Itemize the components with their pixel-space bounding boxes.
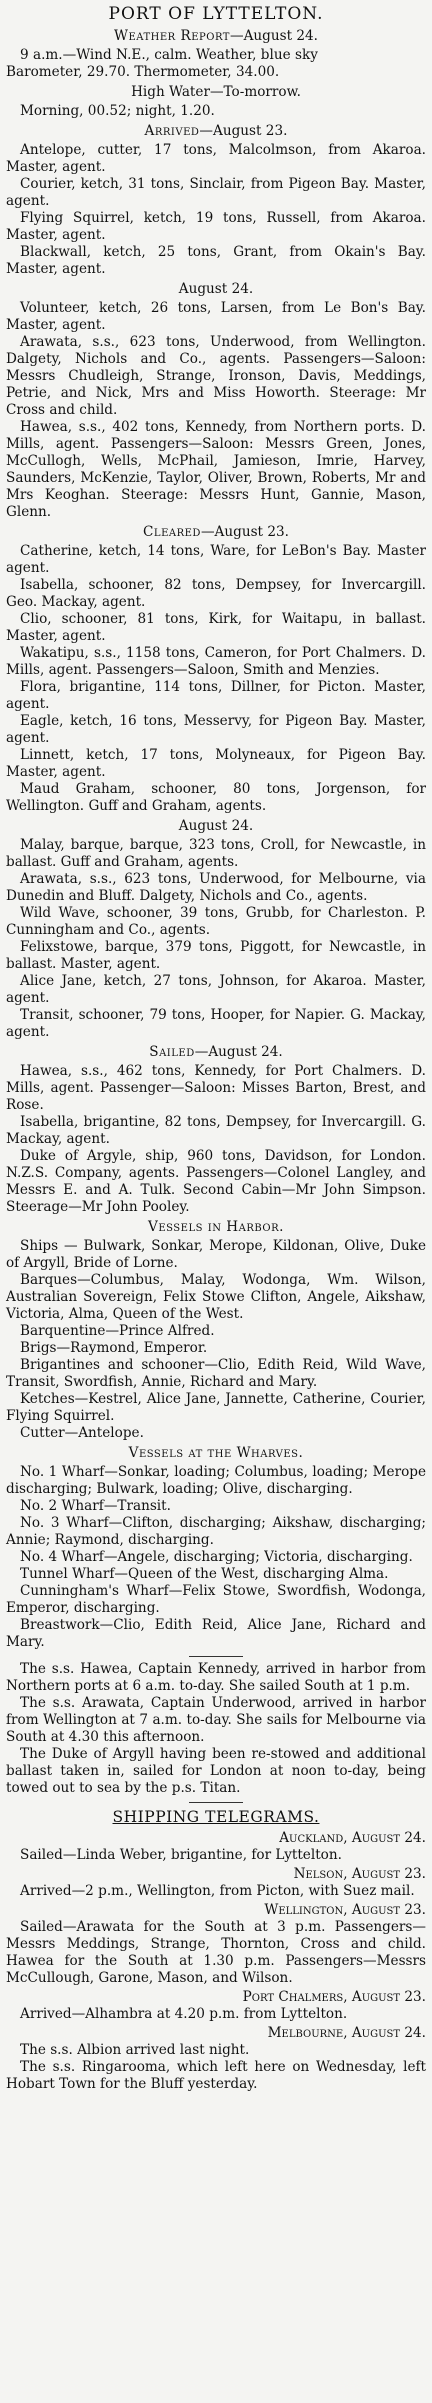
- harbour-entry: Barques—Columbus, Malay, Wodonga, Wm. Wilson, Australian Sovereign, Felix Stowe Clifton, Angele, Aikshaw, Victoria, Alma, Queen of the West.: [6, 1272, 426, 1322]
- wharves-heading: Vessels at the Wharves.: [128, 1445, 304, 1461]
- page-title: PORT OF LYTTELTON.: [108, 4, 324, 24]
- weather-line: Morning, 00.52; night, 1.20.: [20, 103, 215, 119]
- telegram-text: Sailed—Linda Weber, brigantine, for Lyttelton.: [20, 1847, 342, 1863]
- arrival-entry: Hawea, s.s., 402 tons, Kennedy, from Northern ports. D. Mills, agent. Passengers—Saloon: Messrs Green, Jones, McCullogh, Wells, McPhail, Jamieson, Imrie, Harvey, Saunders, McKenzie, Taylor, Oliver, Brown, Roberts, Mr and Mrs Keoghan. Steerage: Messrs Hunt, Gannie, Mason, Glenn.: [6, 419, 426, 520]
- sailed-heading: [6, 1044, 426, 1061]
- telegram-text: Arrived—Alhambra at 4.20 p.m. from Lyttelton.: [20, 2006, 348, 2022]
- telegram-text: Arrived—2 p.m., Wellington, from Picton, with Suez mail.: [20, 1883, 415, 1899]
- sailed-entry: Hawea, s.s., 462 tons, Kennedy, for Port Chalmers. D. Mills, agent. Passenger—Saloon: Misses Barton, Brest, and Rose.: [6, 1063, 426, 1113]
- cleared-entry: Flora, brigantine, 114 tons, Dillner, for Picton. Master, agent.: [6, 679, 426, 712]
- arrival-entry: Antelope, cutter, 17 tons, Malcolmson, from Akaroa. Master, agent.: [6, 142, 426, 175]
- cleared-entry: Catherine, ketch, 14 tons, Ware, for LeBon's Bay. Master agent.: [6, 543, 426, 576]
- weather-heading-label: Weather Report: [114, 28, 230, 44]
- wharf-entry: No. 2 Wharf—Transit.: [20, 1498, 171, 1514]
- arrived-heading-label: Arrived: [144, 123, 200, 139]
- wharf-entry: No. 4 Wharf—Angele, discharging; Victoria, discharging.: [20, 1549, 413, 1565]
- arrival-entry: Flying Squirrel, ketch, 19 tons, Russell, from Akaroa. Master, agent.: [6, 210, 426, 243]
- wharf-entry: Tunnel Wharf—Queen of the West, discharging Alma.: [20, 1566, 389, 1582]
- cleared-subdate: August 24.: [178, 818, 254, 834]
- cleared-heading: [6, 524, 426, 541]
- cleared-entry: Arawata, s.s., 623 tons, Underwood, for Melbourne, via Dunedin and Bluff. Dalgety, Nichols and Co., agents.: [6, 871, 426, 904]
- arrival-entry: Courier, ketch, 31 tons, Sinclair, from Pigeon Bay. Master, agent.: [6, 176, 426, 209]
- sailed-date: —August 24.: [194, 1044, 283, 1060]
- cleared-entry: Eagle, ketch, 16 tons, Messervy, for Pigeon Bay. Master, agent.: [6, 713, 426, 746]
- cleared-entry: Linnett, ketch, 17 tons, Molyneaux, for Pigeon Bay. Master, agent.: [6, 747, 426, 780]
- harbour-entry: Brigs—Raymond, Emperor.: [20, 1340, 208, 1356]
- wharf-entry: No. 3 Wharf—Clifton, discharging; Aikshaw, discharging; Annie; Raymond, discharging.: [6, 1515, 426, 1548]
- cleared-heading-label: Cleared: [143, 524, 201, 540]
- news-paragraph: The s.s. Hawea, Captain Kennedy, arrived in harbor from Northern ports at 6 a.m. to-day. She sailed South at 1 p.m.: [6, 1661, 426, 1694]
- telegram-text: Sailed—Arawata for the South at 3 p.m. Passengers—Messrs Meddings, Strange, Thornton, Cross and child. Hawea for the South at 1.30 p.m. Passengers—Messrs McCullough, Garone, Mason, and Wilson.: [6, 1919, 426, 1986]
- section-divider: [189, 1802, 243, 1803]
- sailed-entry: Duke of Argyle, ship, 960 tons, Davidson, for London. N.Z.S. Company, agents. Passengers—Colonel Langley, and Messrs E. and A. Tulk. Second Cabin—Mr John Simpson. Steerage—Mr John Pooley.: [6, 1148, 426, 1215]
- cleared-entry: Malay, barque, barque, 323 tons, Croll, for Newcastle, in ballast. Guff and Graham, agents.: [6, 837, 426, 870]
- weather-line: Barometer, 29.70. Thermometer, 34.00.: [6, 64, 280, 80]
- news-paragraph: The s.s. Arawata, Captain Underwood, arrived in harbor from Wellington at 7 a.m. to-day. She sails for Melbourne via South at 4.30 this afternoon.: [6, 1695, 426, 1745]
- arrival-entry: Blackwall, ketch, 25 tons, Grant, from Okain's Bay. Master, agent.: [6, 244, 426, 277]
- cleared-entry: Isabella, schooner, 82 tons, Dempsey, for Invercargill. Geo. Mackay, agent.: [6, 577, 426, 610]
- telegram-dateline: Melbourne, August 24.: [267, 2025, 426, 2041]
- cleared-date: —August 23.: [200, 524, 289, 540]
- weather-date: —August 24.: [229, 28, 318, 44]
- cleared-entry: Transit, schooner, 79 tons, Hooper, for Napier. G. Mackay, agent.: [6, 1007, 426, 1040]
- harbour-entry: Brigantines and schooner—Clio, Edith Reid, Wild Wave, Transit, Swordfish, Annie, Richard and Mary.: [6, 1357, 426, 1390]
- arrival-entry: Volunteer, ketch, 26 tons, Larsen, from Le Bon's Bay. Master, agent.: [6, 300, 426, 333]
- weather-line: High Water—To-morrow.: [131, 84, 301, 100]
- sailed-entry: Isabella, brigantine, 82 tons, Dempsey, for Invercargill. G. Mackay, agent.: [6, 1114, 426, 1147]
- telegram-dateline: Nelson, August 23.: [293, 1866, 426, 1882]
- cleared-entry: Clio, schooner, 81 tons, Kirk, for Waitapu, in ballast. Master, agent.: [6, 611, 426, 644]
- cleared-entry: Wakatipu, s.s., 1158 tons, Cameron, for Port Chalmers. D. Mills, agent. Passengers—Saloon, Smith and Menzies.: [6, 645, 426, 678]
- arrived-date: —August 23.: [199, 123, 288, 139]
- telegram-text: The s.s. Ringarooma, which left here on Wednesday, left Hobart Town for the Bluff yesterday.: [6, 2059, 426, 2092]
- arrived-subdate: August 24.: [178, 281, 254, 297]
- cleared-entry: Wild Wave, schooner, 39 tons, Grubb, for Charleston. P. Cunningham and Co., agents.: [6, 905, 426, 938]
- weather-line: 9 a.m.—Wind N.E., calm. Weather, blue sky: [20, 47, 318, 63]
- harbour-entry: Ships — Bulwark, Sonkar, Merope, Kildonan, Olive, Duke of Argyll, Bride of Lorne.: [6, 1238, 426, 1271]
- arrived-heading: [6, 123, 426, 140]
- weather-heading: [6, 28, 426, 45]
- cleared-entry: Felixstowe, barque, 379 tons, Piggott, for Newcastle, in ballast. Master, agent.: [6, 939, 426, 972]
- cleared-entry: Alice Jane, ketch, 27 tons, Johnson, for Akaroa. Master, agent.: [6, 973, 426, 1006]
- news-paragraph: The Duke of Argyll having been re-stowed and additional ballast taken in, sailed for London at noon to-day, being towed out to sea by the p.s. Titan.: [6, 1746, 426, 1796]
- harbour-entry: Barquentine—Prince Alfred.: [20, 1323, 215, 1339]
- wharf-entry: Breastwork—Clio, Edith Reid, Alice Jane, Richard and Mary.: [6, 1617, 426, 1650]
- telegram-dateline: Wellington, August 23.: [264, 1902, 426, 1918]
- cleared-entry: Maud Graham, schooner, 80 tons, Jorgenson, for Wellington. Guff and Graham, agents.: [6, 781, 426, 814]
- sailed-heading-label: Sailed: [149, 1044, 195, 1060]
- harbour-entry: Cutter—Antelope.: [20, 1425, 144, 1441]
- telegram-dateline: Port Chalmers, August 23.: [242, 1989, 426, 2005]
- telegram-dateline: Auckland, August 24.: [279, 1830, 426, 1846]
- harbour-entry: Ketches—Kestrel, Alice Jane, Jannette, Catherine, Courier, Flying Squirrel.: [6, 1391, 426, 1424]
- section-divider: [189, 1656, 243, 1657]
- telegram-text: The s.s. Albion arrived last night.: [20, 2042, 250, 2058]
- harbour-heading: Vessels in Harbor.: [148, 1219, 284, 1235]
- telegrams-heading: SHIPPING TELEGRAMS.: [112, 1808, 320, 1826]
- wharf-entry: No. 1 Wharf—Sonkar, loading; Columbus, loading; Merope discharging; Bulwark, loading; Olive, discharging.: [6, 1464, 426, 1497]
- arrival-entry: Arawata, s.s., 623 tons, Underwood, from Wellington. Dalgety, Nichols and Co., agents. Passengers—Saloon: Messrs Chudleigh, Strange, Ironson, Davis, Meddings, Petrie, and Nick, Mrs and Miss Howorth. Steerage: Mr Cross and child.: [6, 334, 426, 418]
- wharf-entry: Cunningham's Wharf—Felix Stowe, Swordfish, Wodonga, Emperor, discharging.: [6, 1583, 426, 1616]
